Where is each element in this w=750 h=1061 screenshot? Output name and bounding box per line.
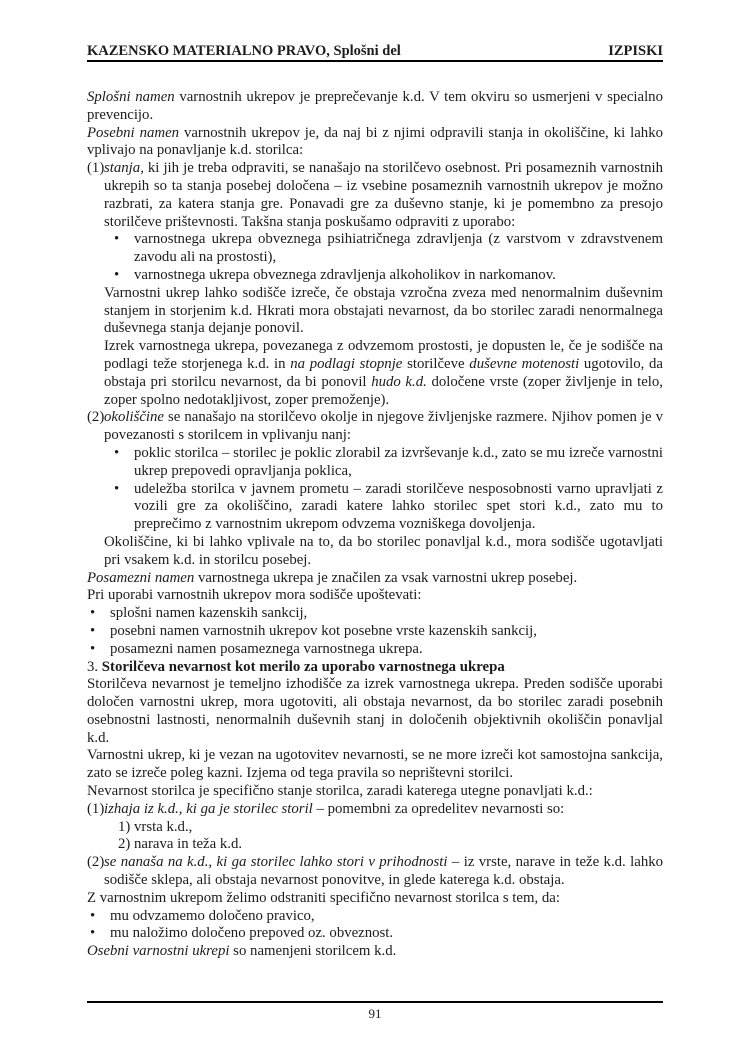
bullet-item (87, 641, 663, 659)
continuation-paragraph (87, 534, 663, 570)
text-run: Osebni varnostni ukrepi (87, 943, 230, 960)
bullet-item (87, 623, 663, 641)
paragraph (87, 747, 663, 783)
text-run: storilčeve (402, 355, 470, 372)
numbered-item (87, 854, 663, 890)
bullet-marker: • (90, 925, 96, 942)
numbered-item (87, 801, 663, 819)
text-run: varnostnega ukrepa obveznega psihiatričnega zdravljenja (z varstvom v zdravstvenem zavodu ali na prostosti), (134, 231, 663, 266)
sub-bullet-item (87, 267, 663, 285)
bullet-item (87, 605, 663, 623)
text-run: okoliščine (104, 409, 164, 426)
text-run: varnostnih ukrepov je preprečevanje k.d. V tem okviru so usmerjeni v specialno prevencijo. (87, 89, 663, 123)
text-run: se nanaša na k.d., ki ga storilec lahko stori v prihodnosti (104, 854, 448, 871)
text-run: mu odvzamemo določeno pravico, (110, 907, 315, 924)
paragraph (87, 587, 663, 605)
text-run: stanja (104, 160, 141, 177)
text-run: Z varnostnim ukrepom želimo odstraniti specifično nevarnost storilca s tem, da: (87, 889, 560, 906)
text-run: varnostnih ukrepov je, da naj bi z njimi odpravili stanja in okoliščine, ki lahko vplivajo na ponavljanje k.d. storilca: (87, 124, 663, 159)
text-run: poklic storilca – storilec je poklic zlorabil za izvrševanje k.d., zato se mu izreče varnostni ukrep prepovedi opravljanja poklica, (134, 444, 663, 479)
section-heading (87, 659, 663, 677)
text-run: Izrek varnostnega ukrepa, povezanega z odvzemom prostosti, je dopusten le, če je sodišče na podlagi teže storjenega k.d. in (104, 338, 663, 372)
numbered-item (87, 160, 663, 231)
sub-bullet-item (87, 445, 663, 481)
header-rule (87, 60, 663, 62)
text-run: 3. (87, 658, 102, 675)
text-run: ugotovilo, da obstaja pri storilcu nevarnost, da bi ponovil (104, 355, 663, 390)
text-run: posebni namen varnostnih ukrepov kot posebne vrste kazenskih sankcij, (110, 622, 537, 639)
text-run: Storilčeva nevarnost kot merilo za uporabo varnostnega ukrepa (101, 658, 505, 675)
numbered-subitem (87, 819, 663, 837)
bullet-marker: • (114, 444, 120, 461)
document-body (87, 89, 663, 961)
bullet-marker: • (90, 640, 96, 657)
text-run: na podlagi stopnje (290, 355, 403, 372)
paragraph (87, 783, 663, 801)
bullet-marker: • (114, 480, 120, 497)
list-marker: 2) (118, 836, 131, 853)
text-run: varnostnega ukrepa obveznega zdravljenja alkoholikov in narkomanov. (134, 266, 556, 283)
text-run: Posebni namen (87, 124, 180, 141)
list-marker: 1) (118, 818, 131, 835)
continuation-paragraph (87, 285, 663, 338)
text-run: posamezni namen posameznega varnostnega ukrepa. (110, 640, 423, 657)
bullet-marker: • (114, 266, 120, 283)
text-run: , ki jih je treba odpraviti, se nanašajo na storilčevo osebnost. Pri posameznih varnostnih ukrepih so ta stanja posebej določena – iz vsebine posameznih varnostnih ukrepov je možno razbrati, za katera stanja gre. Ponavadi gre za duševno stanje, ki je pomembno za presojo storilčeve prištevnosti. Takšna stanja poskušamo odpraviti z uporabo: (104, 160, 663, 230)
numbered-item (87, 409, 663, 445)
paragraph (87, 943, 663, 961)
bullet-marker: • (114, 231, 120, 248)
bullet-item (87, 925, 663, 943)
sub-bullet-item (87, 231, 663, 267)
sub-bullet-item (87, 481, 663, 534)
paragraph (87, 89, 663, 125)
text-run: udeležba storilca v javnem prometu – zaradi storilčeve nesposobnosti varno upravljati z vozili gre za okoliščino, zaradi katere lahko storilec spet stori k.d., zato mu to preprečimo z varnostnim ukrepom odvzema vozniškega dovoljenja. (134, 480, 663, 533)
bullet-marker: • (90, 622, 96, 639)
text-run: vrsta k.d., (134, 818, 193, 835)
text-run: izhaja iz k.d., ki ga je storilec storil (104, 800, 313, 817)
text-run: – iz vrste, narave in teže k.d. lahko sodišče sklepa, ali obstaja nevarnost ponovitve, in glede katerega k.d. obstaja. (104, 854, 664, 889)
numbered-subitem (87, 836, 663, 854)
text-run: Varnostni ukrep lahko sodišče izreče, če obstaja vzročna zveza med nenormalnim duševnim stanjem in storjenim k.d. Hkrati mora obstajati nevarnost, da bo storilec zaradi nenormalnega duševnega stanja dejanje ponovil. (104, 284, 663, 337)
bullet-marker: • (90, 605, 96, 622)
text-run: hudo k.d. (371, 373, 427, 390)
text-run: Nevarnost storilca je specifično stanje storilca, zaradi katerega utegne ponavljati k.d.: (87, 783, 593, 800)
paragraph (87, 125, 663, 161)
text-run: duševne motenosti (469, 355, 580, 372)
text-run: Storilčeva nevarnost je temeljno izhodišče za izrek varnostnega ukrepa. Preden sodišče uporabi določen varnostni ukrep, mora ugotoviti, ali obstaja nevarnost, da bo storilec zaradi posebnih osebnostni lastnosti, nenormalnih duševnih stanj in določenih objektivnih okoliščin ponavljal k.d. (87, 676, 663, 746)
text-run: Varnostni ukrep, ki je vezan na ugotovitev nevarnosti, se ne more izreči kot samostojna sankcija, zato se izreče poleg kazni. Izjema od tega pravila so neprištevni storilci. (87, 747, 663, 782)
text-run: določene vrste (zoper življenje in telo, zoper spolno nedotakljivost, zoper premoženje). (104, 373, 663, 408)
bullet-marker: • (90, 907, 96, 924)
header-right-title: IZPISKI (608, 43, 663, 59)
list-marker: (1) (87, 800, 105, 817)
text-run: varnostnega ukrepa je značilen za vsak varnostni ukrep posebej. (194, 569, 578, 586)
list-marker: (2) (87, 409, 105, 426)
text-run: Posamezni namen (87, 569, 195, 586)
list-marker: (1) (87, 160, 105, 177)
text-run: splošni namen kazenskih sankcij, (110, 605, 308, 622)
paragraph (87, 676, 663, 747)
text-run: so namenjeni storilcem k.d. (229, 943, 397, 960)
page-number: 91 (368, 1006, 382, 1021)
paragraph (87, 890, 663, 908)
continuation-paragraph (87, 338, 663, 409)
page-header (87, 43, 663, 60)
text-run: – pomembni za opredelitev nevarnosti so: (312, 800, 565, 817)
bullet-item (87, 908, 663, 926)
text-run: Splošni namen (87, 89, 175, 105)
header-left-title: KAZENSKO MATERIALNO PRAVO, Splošni del (87, 43, 401, 59)
list-marker: (2) (87, 854, 105, 871)
paragraph (87, 570, 663, 588)
footer-rule (87, 1001, 663, 1003)
text-run: se nanašajo na storilčevo okolje in njegove življenjske razmere. Njihov pomen je v povezanosti s storilcem in vplivanju nanj: (104, 409, 663, 444)
text-run: mu naložimo določeno prepoved oz. obveznost. (110, 925, 394, 942)
text-run: Pri uporabi varnostnih ukrepov mora sodišče upoštevati: (87, 587, 422, 604)
text-run: narava in teža k.d. (134, 836, 243, 853)
text-run: Okoliščine, ki bi lahko vplivale na to, da bo storilec ponavljal k.d., mora sodišče ugotavljati pri vsakem k.d. in storilcu posebej. (104, 533, 663, 568)
